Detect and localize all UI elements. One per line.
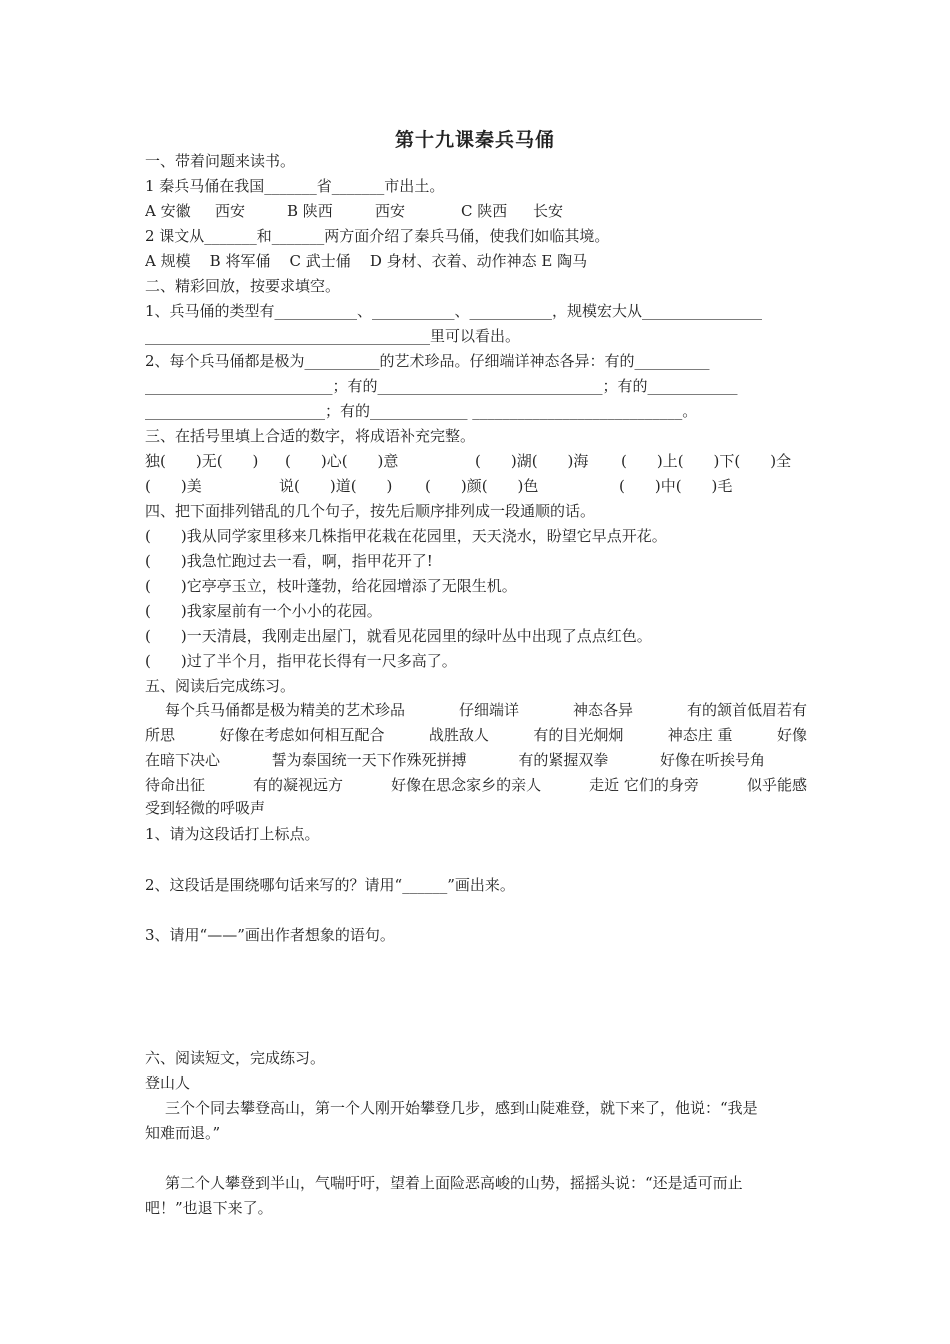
- passage-phrase: 好像在思念家乡的亲人: [391, 776, 542, 794]
- section-6-heading: 六、阅读短文，完成练习。: [145, 1049, 326, 1067]
- question-1-2-options: A 规模 B 将军俑 C 武士俑 D 身材、衣着、动作神态 E 陶马: [145, 252, 588, 270]
- sentence-item: ( )我家屋前有一个小小的花园。: [145, 602, 382, 620]
- story-line: 吧！”也退下来了。: [145, 1199, 273, 1217]
- passage-phrase: 似乎能感: [746, 776, 807, 794]
- question-1-2: 2 课文从_______和_______两方面介绍了秦兵马俑，使我们如临其境。: [145, 227, 610, 245]
- option: C 陕西: [461, 202, 508, 220]
- passage-line: [145, 725, 807, 745]
- story-line: 三个个同去攀登高山，第一个人刚开始攀登几步，感到山陡难登，就下来了，他说：“我是: [165, 1099, 758, 1117]
- passage-phrase: 好像: [776, 726, 807, 744]
- option: 长安: [533, 202, 564, 220]
- passage-phrase: 好像在听挨号角: [659, 751, 765, 769]
- exercise-question: 1、请为这段话打上标点。: [145, 825, 320, 843]
- section-1-heading: 一、带着问题来读书。: [145, 152, 296, 170]
- section-5-heading: 五、阅读后完成练习。: [145, 677, 296, 695]
- question-1-1-options: [145, 201, 807, 221]
- story-line: 知难而退。”: [145, 1124, 221, 1142]
- passage-phrase: 战胜敌人: [428, 726, 489, 744]
- question-1-1: 1 秦兵马俑在我国_______省_______市出土。: [145, 177, 445, 195]
- option: 西安: [215, 202, 246, 220]
- idiom: ( )美: [145, 477, 202, 495]
- fill-line: ________________________；有的_____________ ____________________________。: [145, 402, 698, 420]
- page-title: 第十九课秦兵马俑: [394, 129, 555, 151]
- idiom: ( )湖( )海: [475, 452, 589, 470]
- passage-phrase: 好像在考虑如何相互配合: [219, 726, 385, 744]
- passage-line: [145, 700, 807, 720]
- sentence-item: ( )我急忙跑过去一看，啊，指甲花开了!: [145, 552, 433, 570]
- fill-line: ______________________________________里可以看出。: [145, 327, 521, 345]
- section-4-heading: 四、把下面排列错乱的几个句子，按先后顺序排列成一段通顺的话。: [145, 502, 596, 520]
- fill-line: 1、兵马俑的类型有___________、___________、___________，规模宏大从________________: [145, 302, 763, 320]
- passage-phrase: 在暗下决心: [145, 751, 221, 769]
- story-line: 第二个人攀登到半山，气喘吁吁，望着上面险恶高峻的山势，摇摇头说：“还是适可而止: [165, 1174, 743, 1192]
- option: 西安: [375, 202, 406, 220]
- passage-phrase: 有的目光炯炯: [533, 726, 624, 744]
- idiom: ( )中( )毛: [619, 477, 733, 495]
- option: B 陕西: [287, 202, 333, 220]
- passage-phrase: 待命出征: [145, 776, 206, 794]
- section-3-heading: 三、在括号里填上合适的数字，将成语补充完整。: [145, 427, 476, 445]
- fill-line: _________________________；有的______________________________；有的____________: [145, 377, 738, 395]
- passage-line: [145, 750, 765, 770]
- idiom: 说( )道( ): [279, 477, 393, 495]
- passage-phrase: 所思: [145, 726, 176, 744]
- passage-phrase: 神态各异: [572, 701, 633, 719]
- exercise-question: 3、请用“——”画出作者想象的语句。: [145, 926, 395, 944]
- passage-phrase: 每个兵马俑都是极为精美的艺术珍品: [165, 701, 406, 719]
- sentence-item: ( )过了半个月，指甲花长得有一尺多高了。: [145, 652, 457, 670]
- sentence-item: ( )我从同学家里移来几株指甲花栽在花园里，天天浇水，盼望它早点开花。: [145, 527, 667, 545]
- story-title: 登山人: [145, 1074, 191, 1092]
- section-2-heading: 二、精彩回放，按要求填空。: [145, 277, 341, 295]
- idiom: ( )心( )意: [285, 452, 399, 470]
- option: A 安徽: [145, 202, 191, 220]
- passage-phrase: 誓为泰国统一天下作殊死拼搏: [271, 751, 467, 769]
- passage-phrase: 有的紧握双拳: [518, 751, 609, 769]
- idiom: ( )上( )下( )全: [621, 452, 792, 470]
- idiom: ( )颜( )色: [425, 477, 539, 495]
- passage-phrase: 有的凝视远方: [253, 776, 344, 794]
- passage-phrase: 走近 它们的身旁: [589, 776, 699, 794]
- sentence-item: ( )一天清晨，我刚走出屋门，就看见花园里的绿叶丛中出现了点点红色。: [145, 627, 652, 645]
- passage-phrase: 仔细端详: [458, 701, 519, 719]
- passage-line: [145, 775, 807, 795]
- idiom: 独( )无( ): [145, 452, 259, 470]
- passage-phrase: 神态庄 重: [667, 726, 733, 744]
- passage-line: 受到轻微的呼吸声: [145, 799, 266, 817]
- exercise-question: 2、这段话是围绕哪句话来写的？请用“______”画出来。: [145, 876, 515, 894]
- sentence-item: ( )它亭亭玉立，枝叶蓬勃，给花园增添了无限生机。: [145, 577, 517, 595]
- idiom-row: [145, 476, 807, 496]
- idiom-row: [145, 451, 807, 471]
- fill-line: 2、每个兵马俑都是极为__________的艺术珍品。仔细端详神态各异：有的__________: [145, 352, 710, 370]
- passage-phrase: 有的颔首低眉若有: [686, 701, 807, 719]
